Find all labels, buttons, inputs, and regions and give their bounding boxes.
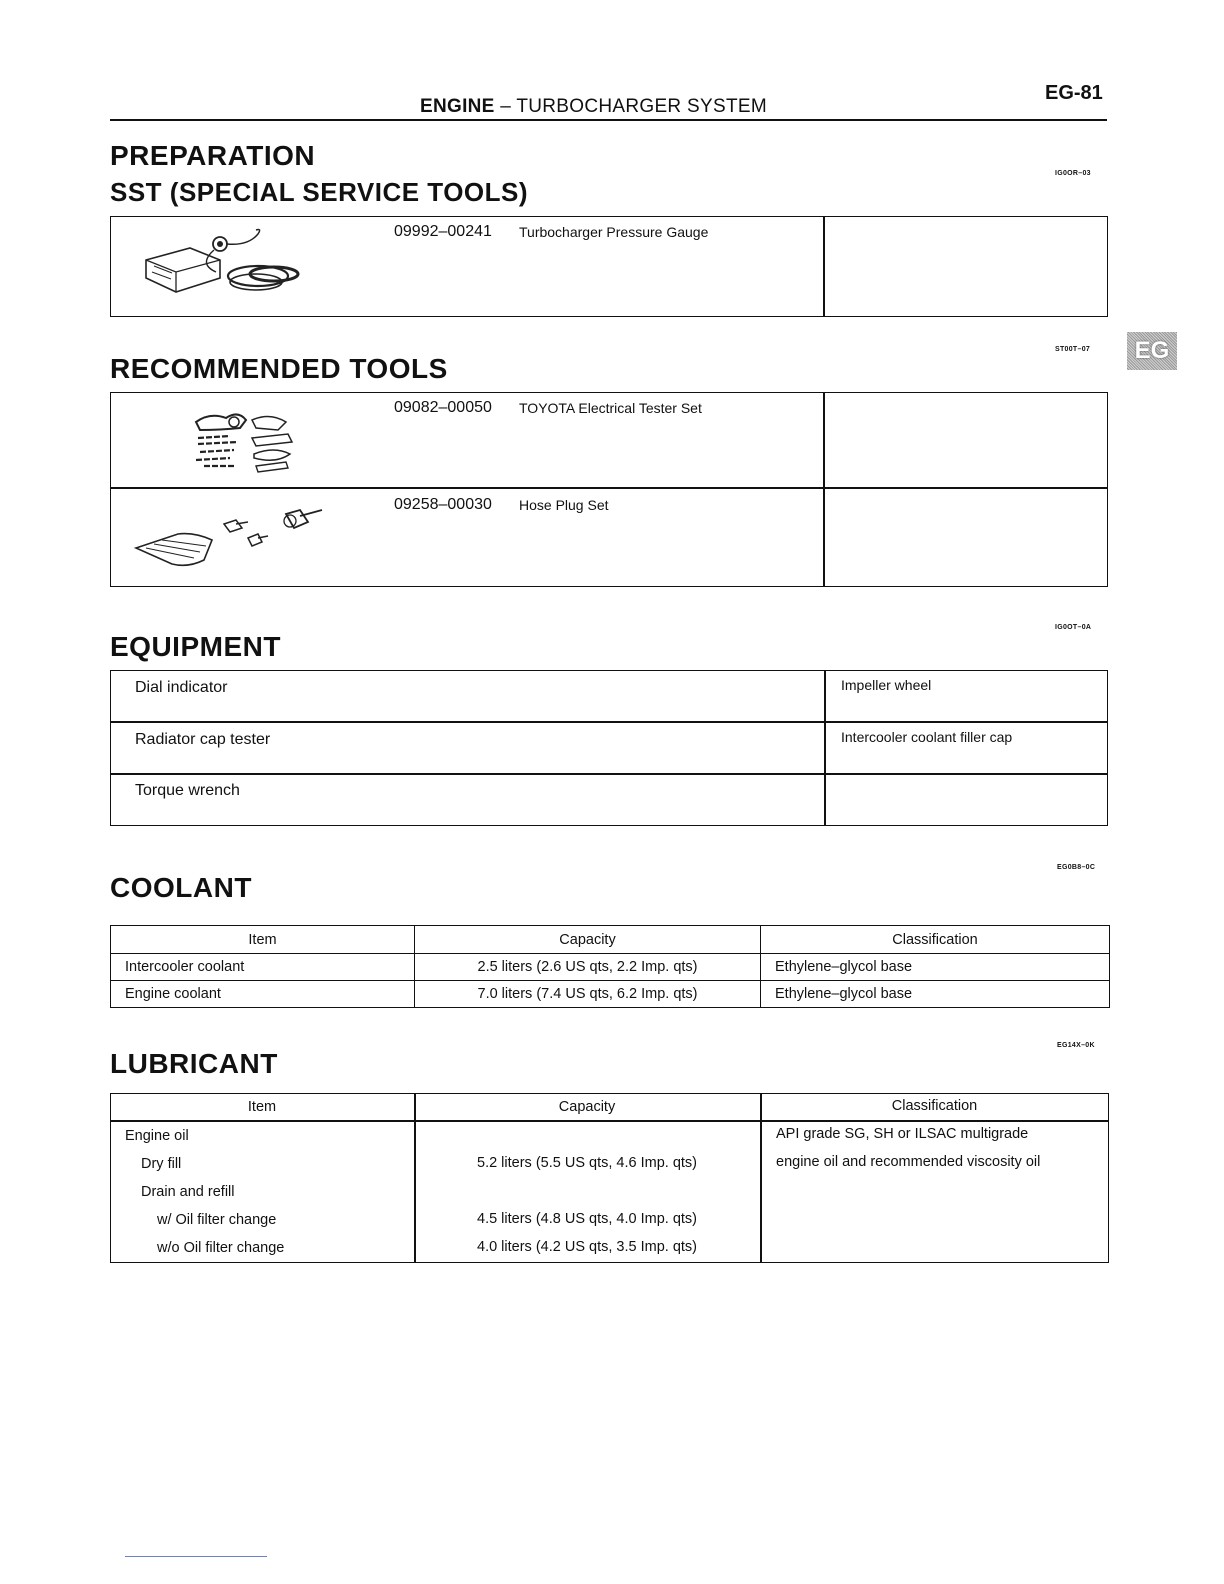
sst-subtitle: SST (SPECIAL SERVICE TOOLS) bbox=[110, 177, 529, 207]
column-header-item: Item bbox=[111, 926, 415, 954]
table-header-row bbox=[111, 926, 1110, 954]
page-number: EG-81 bbox=[1045, 82, 1103, 104]
lubricant-divider-1 bbox=[414, 1093, 416, 1262]
equipment-row-rule-2 bbox=[110, 773, 1108, 775]
coolant-classification: Ethylene–glycol base bbox=[761, 954, 1110, 981]
pressure-gauge-illustration bbox=[138, 226, 308, 298]
equipment-row-rule-1 bbox=[110, 721, 1108, 723]
equipment-item: Impeller wheel bbox=[841, 677, 932, 693]
header-section-bold: ENGINE bbox=[420, 96, 495, 117]
hose-plug-part-name: Hose Plug Set bbox=[519, 497, 609, 513]
footer-rule bbox=[125, 1556, 267, 1557]
tester-set-part-name: TOYOTA Electrical Tester Set bbox=[519, 400, 702, 416]
recommended-tools-ref-code: ST00T–07 bbox=[1055, 346, 1091, 353]
coolant-ref-code: EG0B8–0C bbox=[1057, 864, 1096, 871]
lubricant-capacity: 5.2 liters (5.5 US qts, 4.6 Imp. qts) bbox=[477, 1155, 697, 1171]
header-rule bbox=[110, 119, 1107, 121]
tester-set-part-number: 09082–00050 bbox=[394, 399, 492, 416]
coolant-item: Intercooler coolant bbox=[111, 954, 415, 981]
preparation-title: PREPARATION bbox=[110, 140, 316, 171]
table-row bbox=[111, 954, 1110, 981]
lubricant-classification: engine oil and recommended viscosity oil bbox=[776, 1154, 1041, 1170]
lubricant-capacity: 4.0 liters (4.2 US qts, 3.5 Imp. qts) bbox=[477, 1239, 697, 1255]
table-row bbox=[111, 981, 1110, 1008]
column-header-classification: Classification bbox=[761, 926, 1110, 954]
coolant-title: COOLANT bbox=[110, 872, 252, 903]
equipment-item: Radiator cap tester bbox=[135, 731, 271, 748]
lubricant-item: w/o Oil filter change bbox=[157, 1240, 285, 1256]
lubricant-title: LUBRICANT bbox=[110, 1048, 278, 1079]
lubricant-divider-2 bbox=[760, 1093, 762, 1262]
lubricant-header-rule bbox=[110, 1120, 1109, 1122]
section-tab-eg[interactable]: EG bbox=[1127, 332, 1177, 370]
preparation-ref-code: IG0OR–03 bbox=[1055, 170, 1091, 177]
recommended-tools-title: RECOMMENDED TOOLS bbox=[110, 353, 448, 384]
coolant-capacity: 2.5 liters (2.6 US qts, 2.2 Imp. qts) bbox=[415, 954, 761, 981]
column-header-capacity: Capacity bbox=[415, 926, 761, 954]
equipment-item: Intercooler coolant filler cap bbox=[841, 729, 1013, 745]
lubricant-item: w/ Oil filter change bbox=[157, 1212, 277, 1228]
sst-part-number: 09992–00241 bbox=[394, 223, 492, 240]
coolant-table bbox=[110, 925, 1110, 1008]
lubricant-item: Engine oil bbox=[125, 1128, 189, 1144]
tester-set-illustration bbox=[190, 408, 300, 474]
equipment-ref-code: IG0OT–0A bbox=[1055, 624, 1092, 631]
coolant-classification: Ethylene–glycol base bbox=[761, 981, 1110, 1008]
sst-table-divider bbox=[823, 216, 825, 316]
lubricant-classification: API grade SG, SH or ILSAC multigrade bbox=[776, 1126, 1029, 1142]
header-section-rest: – TURBOCHARGER SYSTEM bbox=[494, 96, 767, 117]
recommended-tools-divider bbox=[823, 392, 825, 586]
column-header-item: Item bbox=[247, 1099, 277, 1115]
coolant-capacity: 7.0 liters (7.4 US qts, 6.2 Imp. qts) bbox=[415, 981, 761, 1008]
recommended-tools-row-rule bbox=[110, 487, 1108, 489]
lubricant-table bbox=[110, 1093, 1109, 1263]
lubricant-ref-code: EG14X–0K bbox=[1057, 1042, 1095, 1049]
sst-part-name: Turbocharger Pressure Gauge bbox=[519, 224, 709, 240]
equipment-title: EQUIPMENT bbox=[110, 631, 281, 662]
lubricant-item: Drain and refill bbox=[141, 1184, 235, 1200]
equipment-item: Torque wrench bbox=[135, 782, 240, 799]
equipment-item: Dial indicator bbox=[135, 679, 228, 696]
coolant-item: Engine coolant bbox=[111, 981, 415, 1008]
equipment-divider bbox=[824, 670, 826, 825]
hose-plug-part-number: 09258–00030 bbox=[394, 496, 492, 513]
running-header bbox=[420, 96, 767, 118]
lubricant-item: Dry fill bbox=[141, 1156, 182, 1172]
lubricant-capacity: 4.5 liters (4.8 US qts, 4.0 Imp. qts) bbox=[477, 1211, 697, 1227]
hose-plug-illustration bbox=[132, 504, 330, 574]
column-header-classification: Classification bbox=[891, 1098, 978, 1114]
column-header-capacity: Capacity bbox=[558, 1099, 616, 1115]
